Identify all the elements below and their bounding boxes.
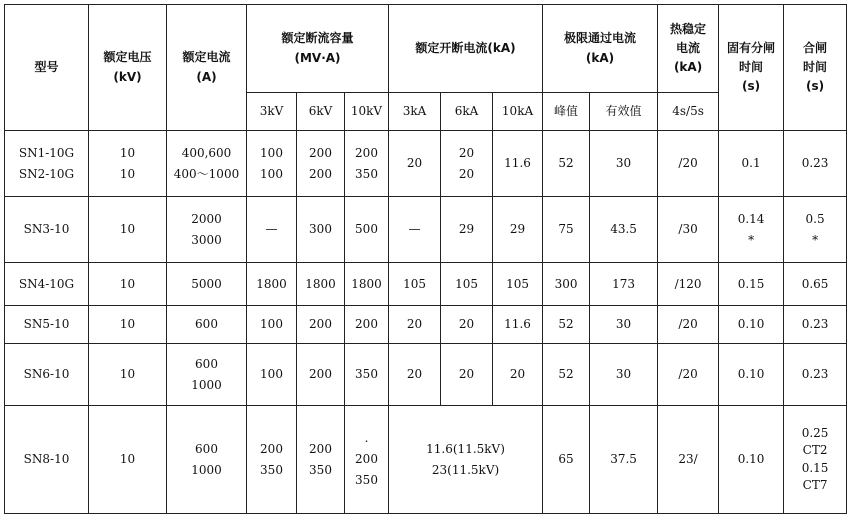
header-sub-10ka: 10kA <box>493 93 543 131</box>
cell-cap-6kv: 200 350 <box>297 406 345 514</box>
cell-thermal: 23/ <box>658 406 719 514</box>
cell-brk-10ka: 20 <box>493 344 543 406</box>
cell-cap-10kv: 200 350 <box>345 131 389 197</box>
cell-voltage: 10 <box>89 197 167 263</box>
cell-brk-10ka: 29 <box>493 197 543 263</box>
cell-current: 600 <box>167 306 247 344</box>
cell-cap-6kv: 200 <box>297 306 345 344</box>
cell-current: 5000 <box>167 263 247 306</box>
cell-opening-time: 0.10 <box>719 406 784 514</box>
cell-cap-3kv: 1800 <box>247 263 297 306</box>
cell-thermal: /20 <box>658 344 719 406</box>
header-thermal: 热稳定 电流 (kA) <box>658 5 719 93</box>
cell-opening-time: 0.1 <box>719 131 784 197</box>
cell-rms: 30 <box>590 131 658 197</box>
cell-model: SN8-10 <box>5 406 89 514</box>
cell-voltage: 10 <box>89 406 167 514</box>
header-sub-3kv: 3kV <box>247 93 297 131</box>
header-sub-4s5s: 4s/5s <box>658 93 719 131</box>
cell-brk-6ka: 29 <box>441 197 493 263</box>
cell-peak: 300 <box>543 263 590 306</box>
cell-thermal: /120 <box>658 263 719 306</box>
cell-rms: 37.5 <box>590 406 658 514</box>
cell-rms: 30 <box>590 306 658 344</box>
cell-peak: 75 <box>543 197 590 263</box>
cell-cap-6kv: 300 <box>297 197 345 263</box>
cell-current: 2000 3000 <box>167 197 247 263</box>
cell-opening-time: 0.10 <box>719 344 784 406</box>
cell-model: SN5-10 <box>5 306 89 344</box>
cell-opening-time: 0.14 * <box>719 197 784 263</box>
cell-voltage: 10 <box>89 344 167 406</box>
cell-rms: 173 <box>590 263 658 306</box>
header-breaking-capacity: 额定断流容量 (MV·A) <box>247 5 389 93</box>
cell-closing-time: 0.5 * <box>784 197 847 263</box>
cell-cap-3kv: 100 <box>247 344 297 406</box>
table-row <box>5 406 847 514</box>
cell-brk-3ka: — <box>389 197 441 263</box>
cell-current: 600 1000 <box>167 344 247 406</box>
table-row <box>5 197 847 263</box>
cell-rms: 30 <box>590 344 658 406</box>
header-rated-current: 额定电流 (A) <box>167 5 247 131</box>
cell-cap-10kv: 350 <box>345 344 389 406</box>
cell-cap-10kv: 500 <box>345 197 389 263</box>
cell-brk-10ka: 11.6 <box>493 131 543 197</box>
cell-model: SN4-10G <box>5 263 89 306</box>
cell-brk-6ka: 105 <box>441 263 493 306</box>
cell-peak: 52 <box>543 306 590 344</box>
cell-voltage: 10 10 <box>89 131 167 197</box>
cell-thermal: /30 <box>658 197 719 263</box>
cell-cap-3kv: 200 350 <box>247 406 297 514</box>
cell-brk-6ka: 20 <box>441 306 493 344</box>
cell-cap-10kv: 1800 <box>345 263 389 306</box>
cell-voltage: 10 <box>89 263 167 306</box>
cell-opening-time: 0.15 <box>719 263 784 306</box>
cell-thermal: /20 <box>658 306 719 344</box>
cell-peak: 65 <box>543 406 590 514</box>
table-row <box>5 131 847 197</box>
cell-cap-6kv: 200 <box>297 344 345 406</box>
cell-closing-time: 0.23 <box>784 344 847 406</box>
cell-cap-3kv: — <box>247 197 297 263</box>
cell-breaking-current-merged: 11.6(11.5kV) 23(11.5kV) <box>389 406 543 514</box>
circuit-breaker-spec-table <box>4 4 847 514</box>
cell-cap-10kv: . 200 350 <box>345 406 389 514</box>
cell-rms: 43.5 <box>590 197 658 263</box>
cell-peak: 52 <box>543 131 590 197</box>
header-closing-time: 合闸 时间 (s) <box>784 5 847 131</box>
cell-brk-3ka: 20 <box>389 131 441 197</box>
header-sub-rms: 有效值 <box>590 93 658 131</box>
header-breaking-current: 额定开断电流(kA) <box>389 5 543 93</box>
cell-brk-3ka: 20 <box>389 306 441 344</box>
header-sub-3ka: 3kA <box>389 93 441 131</box>
cell-model: SN1-10G SN2-10G <box>5 131 89 197</box>
header-rated-voltage: 额定电压 (kV) <box>89 5 167 131</box>
cell-brk-3ka: 20 <box>389 344 441 406</box>
cell-closing-time: 0.23 <box>784 131 847 197</box>
cell-cap-6kv: 200 200 <box>297 131 345 197</box>
cell-brk-3ka: 105 <box>389 263 441 306</box>
table-row <box>5 344 847 406</box>
cell-closing-time: 0.65 <box>784 263 847 306</box>
cell-brk-10ka: 105 <box>493 263 543 306</box>
header-peak-withstand: 极限通过电流 (kA) <box>543 5 658 93</box>
cell-model: SN6-10 <box>5 344 89 406</box>
cell-cap-3kv: 100 <box>247 306 297 344</box>
header-opening-time: 固有分闸 时间 (s) <box>719 5 784 131</box>
cell-cap-10kv: 200 <box>345 306 389 344</box>
cell-cap-6kv: 1800 <box>297 263 345 306</box>
cell-model: SN3-10 <box>5 197 89 263</box>
cell-closing-time: 0.23 <box>784 306 847 344</box>
header-sub-peak: 峰值 <box>543 93 590 131</box>
header-row-main <box>5 5 847 93</box>
cell-brk-6ka: 20 <box>441 344 493 406</box>
header-sub-6ka: 6kA <box>441 93 493 131</box>
table-row <box>5 306 847 344</box>
cell-cap-3kv: 100 100 <box>247 131 297 197</box>
header-sub-10kv: 10kV <box>345 93 389 131</box>
cell-current: 400,600 400～1000 <box>167 131 247 197</box>
table-row <box>5 263 847 306</box>
cell-closing-time: 0.25 CT2 0.15 CT7 <box>784 406 847 514</box>
header-model: 型号 <box>5 5 89 131</box>
cell-opening-time: 0.10 <box>719 306 784 344</box>
cell-current: 600 1000 <box>167 406 247 514</box>
cell-brk-6ka: 20 20 <box>441 131 493 197</box>
header-sub-6kv: 6kV <box>297 93 345 131</box>
cell-peak: 52 <box>543 344 590 406</box>
cell-voltage: 10 <box>89 306 167 344</box>
cell-brk-10ka: 11.6 <box>493 306 543 344</box>
cell-thermal: /20 <box>658 131 719 197</box>
